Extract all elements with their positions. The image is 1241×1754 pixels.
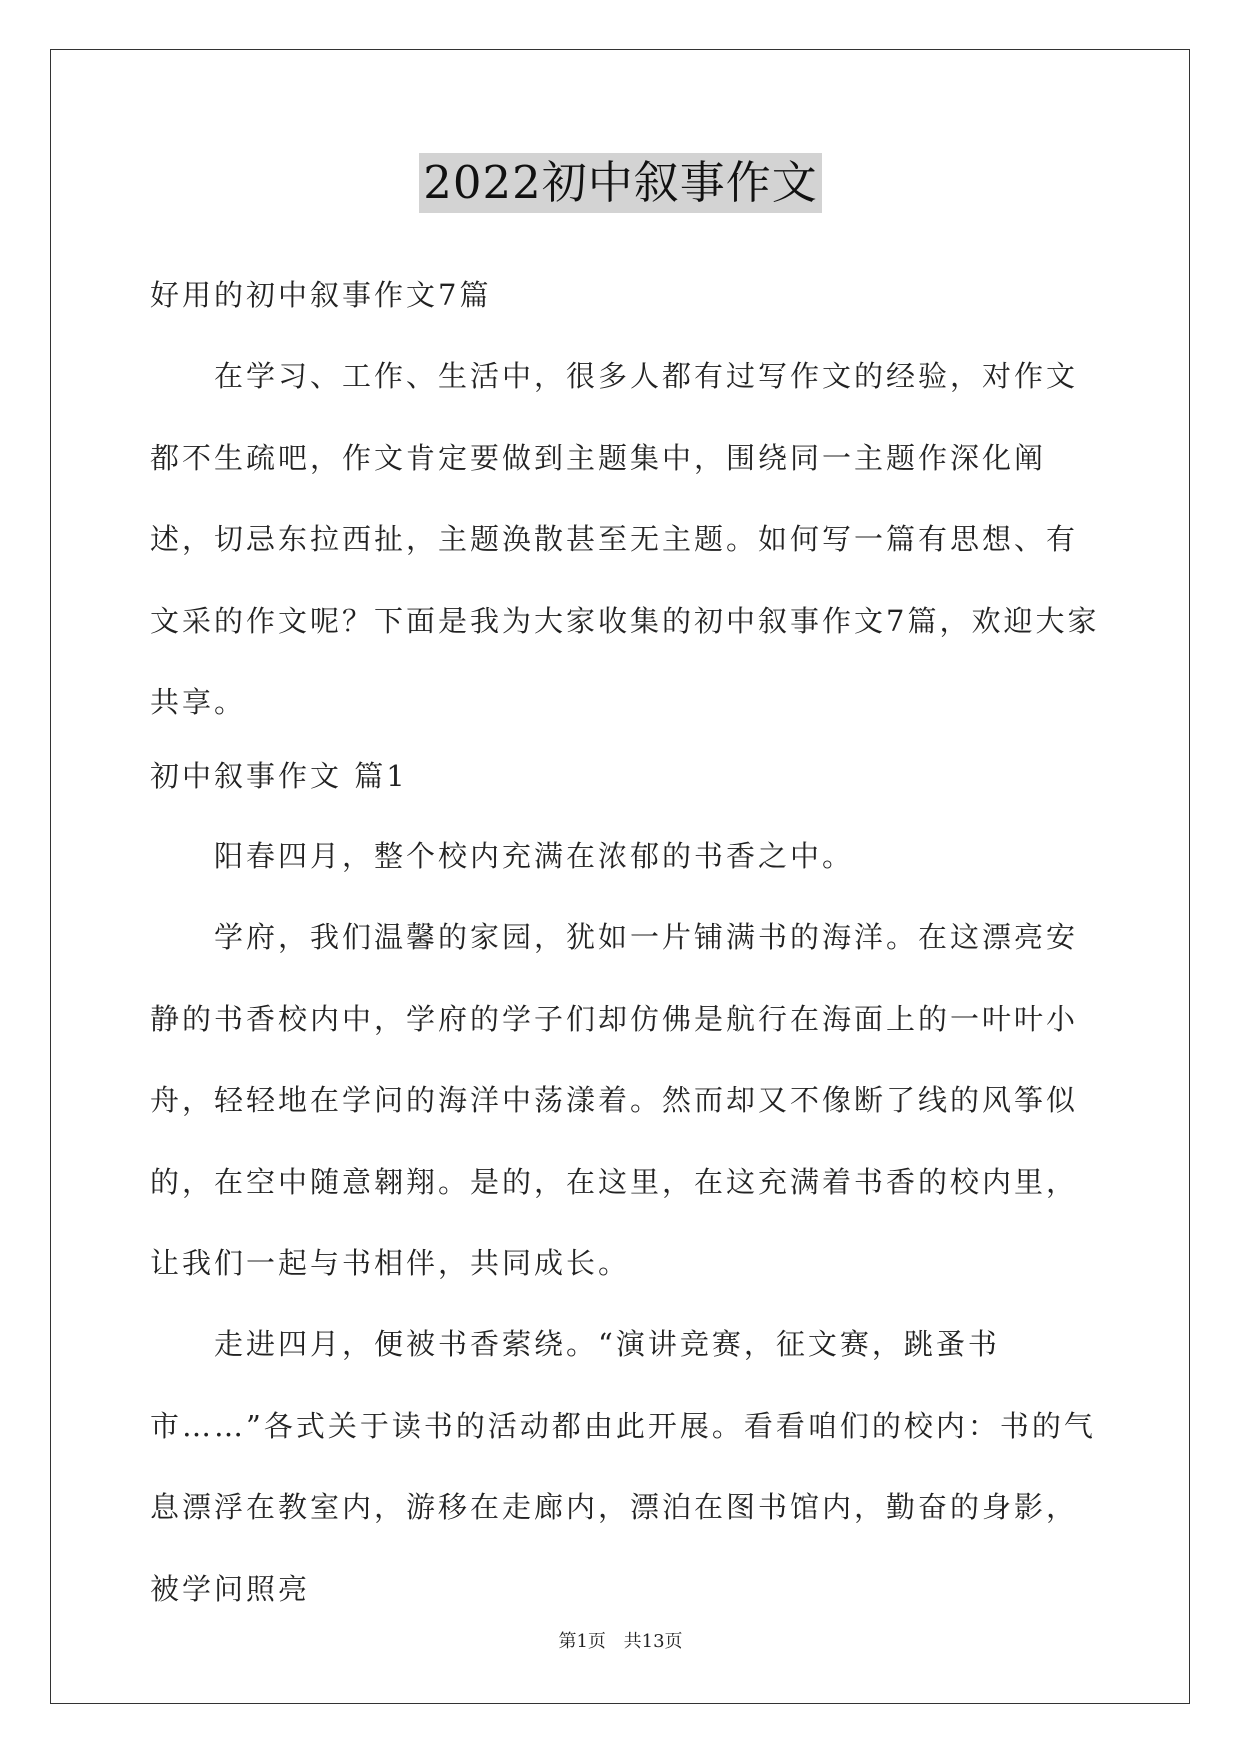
body-paragraph: 走进四月，便被书香萦绕。“演讲竞赛，征文赛，跳蚤书市……”各式关于读书的活动都由此开展。看看咱们的校内：书的气息漂浮在教室内，游移在走廊内，漂泊在图书馆内，勤奋的身影，被学问照亮 xyxy=(150,1327,1096,1606)
page-footer xyxy=(0,1627,1241,1653)
section-heading: 初中叙事作文 篇1 xyxy=(150,759,408,793)
document-subtitle: 好用的初中叙事作文7篇 xyxy=(150,278,492,312)
title-container xyxy=(0,153,1241,213)
page-total: 共13页 xyxy=(623,1631,683,1652)
body-paragraph: 学府，我们温馨的家园，犹如一片铺满书的海洋。在这漂亮安静的书香校内中，学府的学子们却仿佛是航行在海面上的一叶叶小舟，轻轻地在学问的海洋中荡漾着。然而却又不像断了线的风筝似的，在空中随意翱翔。是的，在这里，在这充满着书香的校内里，让我们一起与书相伴，共同成长。 xyxy=(150,920,1079,1280)
body-paragraph: 阳春四月，整个校内充满在浓郁的书香之中。 xyxy=(214,839,855,873)
page-number: 第1页 xyxy=(558,1631,606,1652)
intro-paragraph: 在学习、工作、生活中，很多人都有过写作文的经验，对作文都不生疏吧，作文肯定要做到主题集中，围绕同一主题作深化阐述，切忌东拉西扯，主题涣散甚至无主题。如何写一篇有思想、有文采的作文呢？下面是我为大家收集的初中叙事作文7篇，欢迎大家共享。 xyxy=(150,359,1100,719)
document-title: 2022初中叙事作文 xyxy=(419,153,822,213)
